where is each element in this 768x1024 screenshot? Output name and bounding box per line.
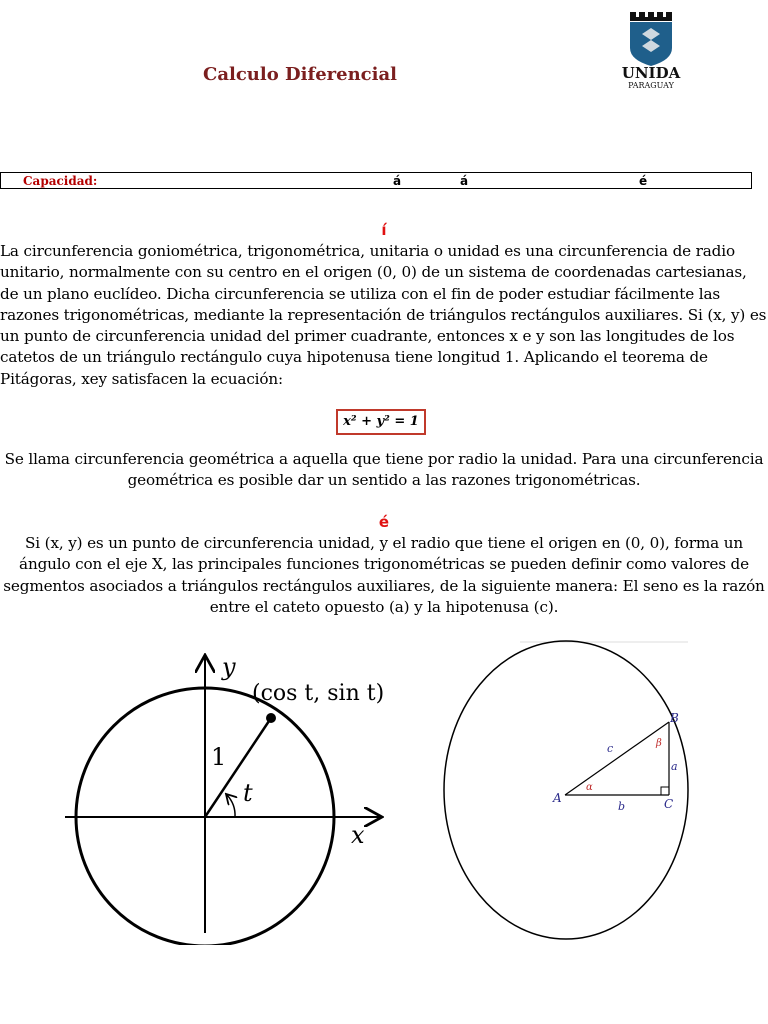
section1-paragraph: La circunferencia goniométrica, trigonométrica, unitaria o unidad es una circunferencia de radio unitario, normalmente con su centro en el origen (0, 0) de un sistema de coordenadas cartesianas, de un plano euclídeo. Dicha circunferencia se utiliza con el fin de poder estudiar fácilmente las razones trigonométricas, mediante la representación de triángulos rectángulos auxiliares. Si (x, y) es un punto de circunferencia unidad del primer cuadrante, entonces x e y son las longitudes de los catetos de un triángulo rectángulo cuya hipotenusa tiene longitud 1. Aplicando el teorema de Pitágoras, xey satisfacen la ecuación:	[0, 242, 767, 388]
vertex-a-label: A	[553, 791, 562, 805]
point-label: (cos t, sin t)	[252, 681, 385, 706]
unida-logo-icon	[608, 10, 698, 92]
capacidad-glyph-3: é	[639, 174, 648, 188]
angle-alpha-label: α	[586, 782, 593, 793]
side-c-line	[565, 722, 669, 795]
document-title: Calculo Diferencial	[203, 64, 397, 85]
outer-circle	[444, 641, 688, 939]
logo-wordmark: UNIDA	[621, 64, 681, 82]
vertex-b-label: B	[670, 711, 679, 725]
side-c-label: c	[607, 742, 614, 755]
side-a-label: a	[671, 760, 678, 773]
x-axis-label: x	[351, 821, 365, 849]
circle-point	[266, 713, 276, 723]
angle-label: t	[243, 779, 253, 807]
y-axis-label: y	[222, 653, 236, 681]
angle-beta-label: β	[656, 738, 662, 749]
side-b-label: b	[618, 800, 626, 813]
logo-subtitle: PARAGUAY	[628, 81, 674, 90]
capacidad-label: Capacidad:	[23, 174, 98, 188]
capacidad-glyph-2: á	[460, 174, 469, 188]
paragraph-geometric-circle: Se llama circunferencia geométrica a aquella que tiene por radio la unidad. Para una circunferencia geométrica es posible dar un sentido a las razones trigonométricas.	[4, 450, 764, 490]
triangle-figure	[440, 640, 695, 945]
unida-logo	[608, 10, 698, 92]
capacidad-glyph-1: á	[393, 174, 402, 188]
section2-paragraph: Si (x, y) es un punto de circunferencia unidad, y el radio que tiene el origen en (0, 0), forma un ángulo con el eje X, las principales funciones trigonométricas se pueden definir como valores de segmentos asociados a triángulos rectángulos auxiliares, de la siguiente manera: El seno es la razón entre el cateto opuesto (a) y la hipotenusa (c).	[3, 534, 765, 616]
right-angle-mark	[661, 787, 669, 795]
angle-arc	[227, 795, 235, 817]
unit-circle-diagram	[55, 645, 405, 945]
capacidad-row	[0, 172, 752, 189]
section1-heading: í	[381, 221, 387, 239]
radius-label: 1	[211, 743, 227, 771]
unit-circle-figure	[55, 645, 405, 945]
section2-heading: é	[378, 513, 390, 531]
vertex-c-label: C	[664, 797, 674, 811]
triangle-diagram	[440, 640, 695, 945]
pythagoras-equation: x² + y² = 1	[336, 409, 426, 435]
